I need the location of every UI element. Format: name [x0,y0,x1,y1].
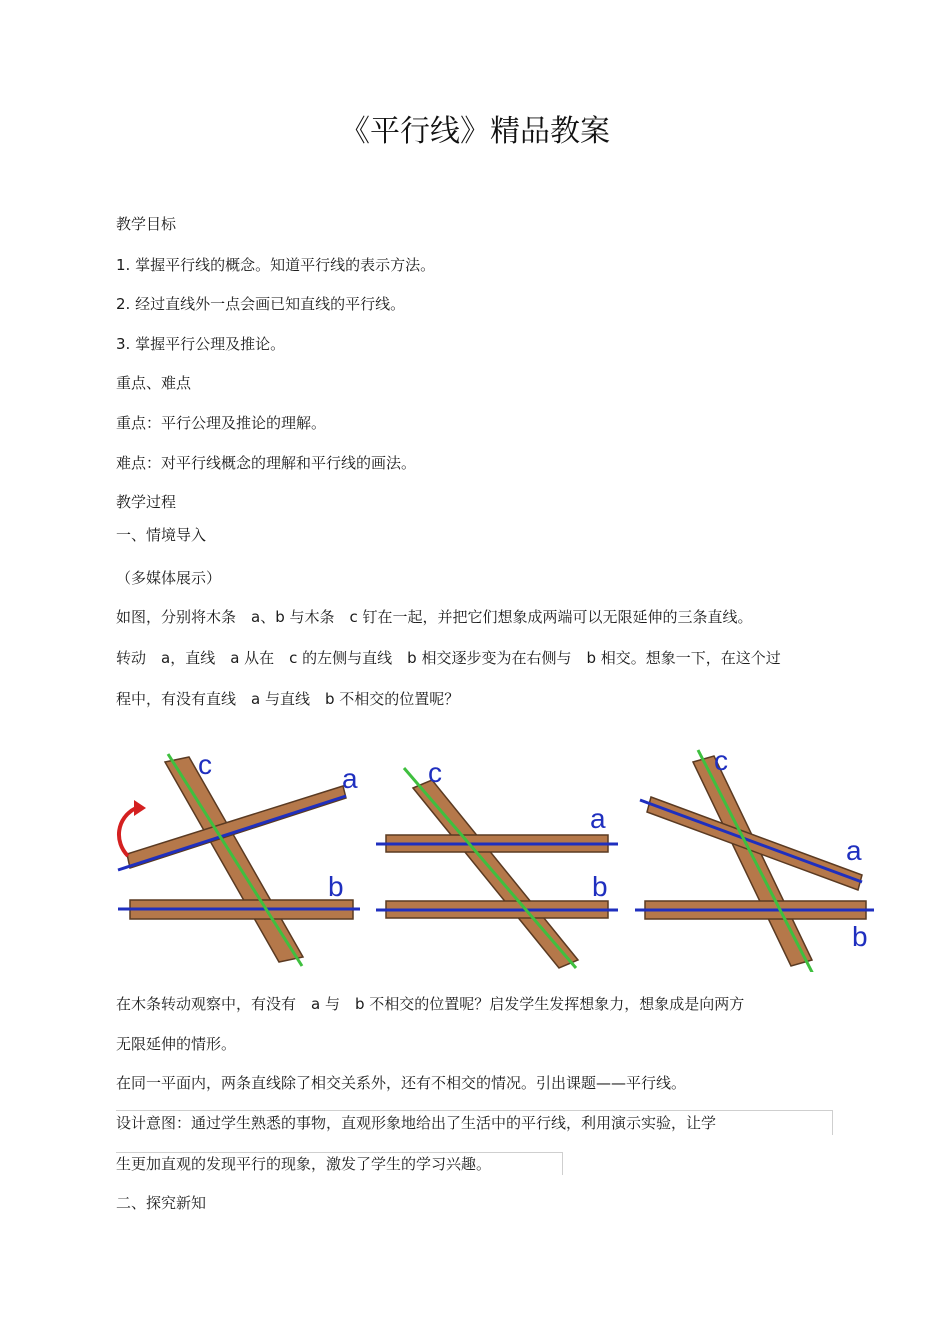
page-title: 《平行线》精品教案 [340,114,610,149]
wood-strips-figure [110,742,890,972]
paragraph-line: 如图，分别将木条 a、b 与木条 c 钉在一起，并把它们想象成两端可以无限延伸的三条直线。 [116,608,753,626]
paragraph-line: 程中，有没有直线 a 与直线 b 不相交的位置呢？ [116,690,460,708]
design-intent-line: 设计意图：通过学生熟悉的事物，直观形象地给出了生活中的平行线，利用演示实验，让学 [116,1114,717,1132]
objective-3: 3. 掌握平行公理及推论。 [116,335,286,353]
rotate-arrow-icon [119,808,136,856]
objective-2: 2. 经过直线外一点会画已知直线的平行线。 [116,295,406,313]
label-a: a [846,835,862,866]
rotate-arrow-head-icon [134,800,146,816]
section-heading-key-points: 重点、难点 [116,374,192,392]
subsection-heading-explore: 二、探究新知 [116,1194,207,1212]
difficult-point: 难点：对平行线概念的理解和平行线的画法。 [116,454,417,472]
paragraph-line: 转动 a，直线 a 从在 c 的左侧与直线 b 相交逐步变为在右侧与 b 相交。想象一下，在这个过 [116,649,781,667]
figure-panel-1 [118,749,360,966]
label-a: a [342,763,358,794]
design-intent-line: 生更加直观的发现平行的现象，激发了学生的学习兴趣。 [116,1155,492,1173]
figure-panel-2 [376,757,618,968]
label-b: b [592,871,608,902]
section-heading-process: 教学过程 [116,493,177,511]
label-a: a [590,803,606,834]
label-c: c [198,749,212,780]
line-c [404,768,576,968]
paragraph-line: 在木条转动观察中，有没有 a 与 b 不相交的位置呢？启发学生发挥想象力，想象成是向两方 [116,995,745,1013]
label-c: c [714,745,728,776]
section-heading-objectives: 教学目标 [116,215,177,233]
label-b: b [328,871,344,902]
paragraph-line: 在同一平面内，两条直线除了相交关系外，还有不相交的情况。引出课题——平行线。 [116,1074,687,1092]
line-c [168,754,302,966]
subsection-heading-intro: 一、情境导入 [116,526,207,544]
objective-1: 1. 掌握平行线的概念。知道平行线的表示方法。 [116,256,436,274]
figure-panel-3 [635,745,874,972]
label-b: b [852,921,868,952]
label-c: c [428,757,442,788]
paragraph-line: 无限延伸的情形。 [116,1035,237,1053]
paragraph-multimedia: （多媒体展示） [116,569,222,587]
key-point: 重点：平行公理及推论的理解。 [116,414,327,432]
